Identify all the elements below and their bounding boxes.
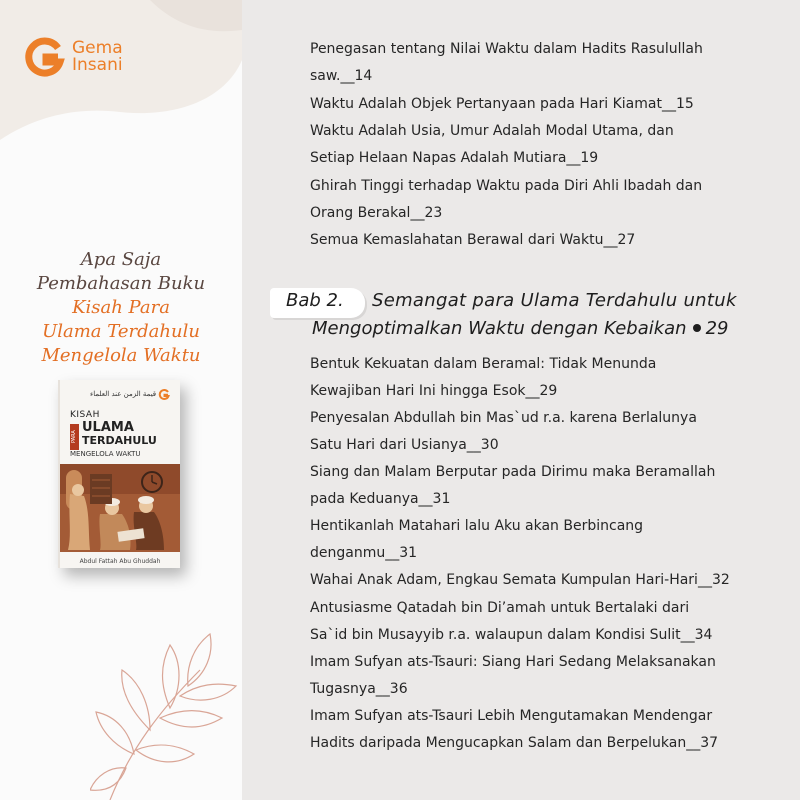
toc-entry-line: Hadits daripada Mengucapkan Salam dan Berpelukan__37 <box>310 735 719 751</box>
toc-entry <box>310 595 712 649</box>
brand-name-line1: Gema <box>72 38 123 58</box>
book-title-para: PARA <box>70 424 79 450</box>
toc-entry-line: Imam Sufyan ats-Tsauri Lebih Mengutamakan Mendengar <box>310 708 713 724</box>
toc-entry-line: pada Keduanya__31 <box>310 491 451 507</box>
book-title-ulama: ULAMA <box>82 420 134 435</box>
toc-entry-line: Tugasnya__36 <box>310 681 408 697</box>
toc-entry-line: Penyesalan Abdullah bin Mas`ud r.a. karena Berlalunya <box>310 410 697 426</box>
book-title-mengelola: MENGELOLA WAKTU <box>70 450 141 458</box>
chapter-label: Bab 2. <box>286 290 344 311</box>
toc-entry-line: Orang Berakal__23 <box>310 205 443 221</box>
toc-entry-line: Penegasan tentang Nilai Waktu dalam Hadits Rasulullah <box>310 41 703 57</box>
toc-entry-line: Siang dan Malam Berputar pada Dirimu maka Beramallah <box>310 464 716 480</box>
promo-line: Kisah Para <box>72 297 170 318</box>
toc-entry-line: Wahai Anak Adam, Engkau Semata Kumpulan Hari-Hari__32 <box>310 572 730 588</box>
promo-line: Apa Saja <box>80 249 162 270</box>
toc-entry <box>310 118 674 172</box>
toc-entry <box>310 649 716 703</box>
chapter-title-text: Mengoptimalkan Waktu dengan Kebaikan <box>312 318 687 339</box>
toc-entry <box>310 91 694 118</box>
book-title-terdahulu: TERDAHULU <box>82 434 157 447</box>
chapter-title-line1: Semangat para Ulama Terdahulu untuk <box>372 290 737 311</box>
toc-entry-line: Satu Hari dari Usianya__30 <box>310 437 499 453</box>
toc-entry-line: Setiap Helaan Napas Adalah Mutiara__19 <box>310 150 599 166</box>
chapter-page: 29 <box>705 318 729 339</box>
chapter-heading <box>270 288 800 348</box>
bullet-icon <box>693 324 701 332</box>
toc-entry-line: Waktu Adalah Objek Pertanyaan pada Hari Kiamat__15 <box>310 96 694 112</box>
promo-line: Ulama Terdahulu <box>42 321 200 342</box>
promo-line: Pembahasan Buku <box>36 273 206 294</box>
toc-entry-line: Hentikanlah Matahari lalu Aku akan Berbincang <box>310 518 644 534</box>
toc-entry-line: saw.__14 <box>310 68 373 84</box>
toc-entry <box>310 513 643 567</box>
toc-entry-line: Antusiasme Qatadah bin Di’amah untuk Bertalaki dari <box>310 600 690 616</box>
chapter-title-line2 <box>312 318 729 339</box>
brand-name-line2: Insani <box>72 55 123 75</box>
toc-entry-line: Kewajiban Hari Ini hingga Esok__29 <box>310 383 558 399</box>
toc-entry <box>310 567 730 594</box>
toc-entry-line: denganmu__31 <box>310 545 418 561</box>
toc-entry-line: Bentuk Kekuatan dalam Beramal: Tidak Menunda <box>310 356 657 372</box>
promo-line: Mengelola Waktu <box>41 345 201 366</box>
toc-entry <box>310 36 703 90</box>
book-arabic-title: قيمة الزمن عند العلماء <box>90 390 157 398</box>
book-title-kisah: KISAH <box>70 410 100 420</box>
toc-entry <box>310 405 697 459</box>
toc-entry <box>310 703 718 757</box>
toc-entry <box>310 351 656 405</box>
toc-entry <box>310 173 702 227</box>
toc-entry-line: Waktu Adalah Usia, Umur Adalah Modal Utama, dan <box>310 123 674 139</box>
toc-entry <box>310 227 635 254</box>
toc-entry-line: Sa`id bin Musayyib r.a. walaupun dalam Kondisi Sulit__34 <box>310 627 713 643</box>
toc-entry-line: Semua Kemaslahatan Berawal dari Waktu__27 <box>310 232 636 248</box>
toc-entry-line: Imam Sufyan ats-Tsauri: Siang Hari Sedang Melaksanakan <box>310 654 716 670</box>
book-author: Abdul Fattah Abu Ghuddah <box>79 558 161 565</box>
toc-entry <box>310 459 715 513</box>
toc-entry-line: Ghirah Tinggi terhadap Waktu pada Diri Ahli Ibadah dan <box>310 178 703 194</box>
